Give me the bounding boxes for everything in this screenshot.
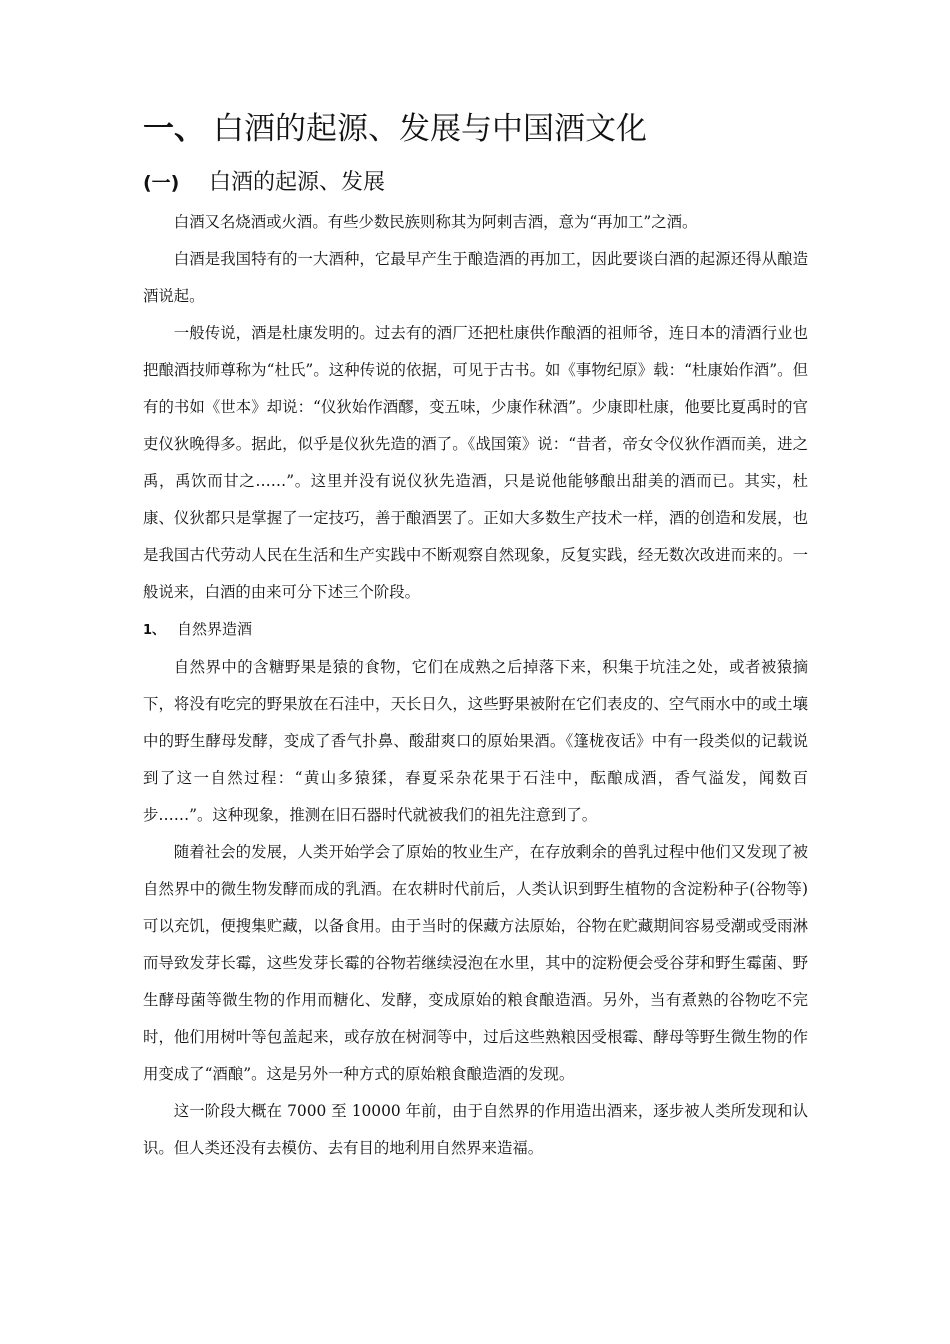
paragraph: 随着社会的发展，人类开始学会了原始的牧业生产，在存放剩余的兽乳过程中他们又发现了被自然界中的微生物发酵而成的乳酒。在农耕时代前后，人类认识到野生植物的含淀粉种子(谷物等)可以充饥，便搜集贮藏，以备食用。由于当时的保藏方法原始，谷物在贮藏期间容易受潮或受雨淋而导致发芽长霉，这些发芽长霉的谷物若继续浸泡在水里，其中的淀粉便会受谷芽和野生霉菌、野生酵母菌等微生物的作用而糖化、发酵，变成原始的粮食酿造酒。另外，当有煮熟的谷物吃不完时，他们用树叶等包盖起来，或存放在树洞等中，过后这些熟粮因受根霉、酵母等野生微生物的作用变成了“酒酿”。这是另外一种方式的原始粮食酿造酒的发现。 [143,843,808,1083]
subsection-heading [143,611,808,649]
paragraph: 白酒是我国特有的一大酒种，它最早产生于酿造酒的再加工，因此要谈白酒的起源还得从酿造酒说起。 [143,250,808,305]
subsection-title: 自然界造酒 [177,620,253,638]
chapter-number: 一、 [143,111,205,147]
document-body [143,105,808,1167]
paragraph: 一般传说，酒是杜康发明的。过去有的酒厂还把杜康供作酿酒的祖师爷，连日本的清酒行业也把酿酒技师尊称为“杜氏”。这种传说的依据，可见于古书。如《事物纪原》载：“杜康始作酒”。但有的书如《世本》却说：“仪狄始作酒醪，变五味，少康作秫酒”。少康即杜康，他要比夏禹时的官吏仪狄晚得多。据此，似乎是仪狄先造的酒了。《战国策》说：“昔者，帝女令仪狄作酒而美，进之禹，禹饮而甘之……”。这里并没有说仪狄先造酒，只是说他能够酿出甜美的酒而已。其实，杜康、仪狄都只是掌握了一定技巧，善于酿酒罢了。正如大多数生产技术一样，酒的创造和发展，也是我国古代劳动人民在生活和生产实践中不断观察自然现象，反复实践，经无数次改进而来的。一般说来，白酒的由来可分下述三个阶段。 [143,324,808,601]
paragraph: 白酒又名烧酒或火酒。有些少数民族则称其为阿剌吉酒，意为“再加工”之酒。 [173,213,698,231]
paragraph: 自然界中的含糖野果是猿的食物，它们在成熟之后掉落下来，积集于坑洼之处，或者被猿摘下，将没有吃完的野果放在石洼中，天长日久，这些野果被附在它们表皮的、空气雨水中的或土壤中的野生酵母发酵，变成了香气扑鼻、酸甜爽口的原始果酒。《篷栊夜话》中有一段类似的记载说到了这一自然过程：“黄山多猿猱，春夏采杂花果于石洼中，酝酿成酒，香气溢发，闻数百步……”。这种现象，推测在旧石器时代就被我们的祖先注意到了。 [143,658,808,824]
section-title: 白酒的起源、发展 [209,170,386,195]
chapter-heading [143,105,808,153]
section-number: (一) [143,172,180,194]
subsection-number: 1、 [143,623,166,638]
paragraph: 这一阶段大概在 7000 至 10000 年前，由于自然界的作用造出酒来，逐步被人类所发现和认识。但人类还没有去模仿、去有目的地利用自然界来造福。 [143,1102,808,1157]
section-heading [143,166,808,200]
chapter-title: 白酒的起源、发展与中国酒文化 [213,111,647,147]
